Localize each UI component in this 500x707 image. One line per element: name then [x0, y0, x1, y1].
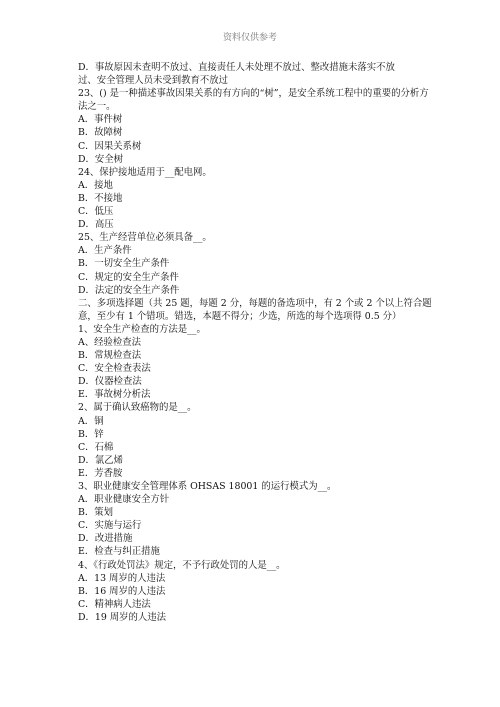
text-line: E．事故树分析法 — [78, 389, 151, 401]
text-line: 24、保护接地适用于__配电网。 — [78, 166, 212, 178]
text-line: B．故障树 — [78, 127, 123, 139]
text-line: C．实施与运行 — [78, 520, 142, 532]
text-line: A．13 周岁的人违法 — [78, 572, 166, 584]
text-line: C．因果关系树 — [78, 140, 142, 152]
text-line: E．检查与纠正措施 — [78, 546, 160, 558]
text-line: A．接地 — [78, 179, 113, 191]
text-line: C．低压 — [78, 206, 114, 218]
text-line: D．法定的安全生产条件 — [78, 284, 180, 296]
text-line: C．安全检查表法 — [78, 363, 151, 375]
text-line: B．不接地 — [78, 192, 123, 204]
text-line: D．19 周岁的人违法 — [78, 611, 167, 623]
text-line: B．策划 — [78, 507, 114, 519]
text-line: D．高压 — [78, 219, 114, 231]
text-line: A．职业健康安全方针 — [78, 494, 170, 506]
text-line: 2、属于确认致癌物的是__。 — [78, 402, 197, 414]
text-paragraph: 二、多项选择题（共 25 题，每题 2 分，每题的备选项中，有 2 个或 2 个以上符合题意，至少有 1 个错项。错选，本题不得分；少选，所选的每个选项得 0.5 分） — [78, 297, 432, 322]
text-line: B．常规检查法 — [78, 350, 142, 362]
text-line: C．精神病人违法 — [78, 598, 151, 610]
text-line: C．规定的安全生产条件 — [78, 271, 179, 283]
text-line: B．一切安全生产条件 — [78, 258, 170, 270]
text-line: B．锌 — [78, 428, 104, 440]
text-line: A．铜 — [78, 415, 104, 427]
text-line: C．石棉 — [78, 441, 114, 453]
document-body — [78, 61, 434, 624]
text-line: 4、《行政处罚法》规定，不予行政处罚的人是__。 — [78, 559, 286, 571]
text-line: E．芳香胺 — [78, 467, 123, 479]
text-line: 过、安全管理人员未受到教育不放过 — [78, 75, 229, 87]
text-line: D．事故原因未查明不放过、直接责任人未处理不放过、整改措施未落实不放 — [78, 62, 395, 73]
page-header: 资料仅供参考 — [222, 33, 277, 43]
text-line: 3、职业健康安全管理体系 OHSAS 18001 的运行模式为__。 — [78, 481, 337, 492]
text-line: 25、生产经营单位必须具备__。 — [78, 232, 212, 244]
text-paragraph: 23、() 是一种描述事故因果关系的有方向的“树”，是安全系统工程中的重要的分析方法之一。 — [78, 88, 429, 113]
text-line: D．改进措施 — [78, 533, 133, 545]
text-line: D．仪器检查法 — [78, 376, 142, 388]
text-line: D．氯乙烯 — [78, 454, 124, 466]
text-line: D．安全树 — [78, 153, 124, 165]
text-line: B．16 周岁的人违法 — [78, 585, 166, 597]
text-line: A．生产条件 — [78, 245, 132, 257]
text-line: A．事件树 — [78, 114, 123, 126]
text-line: 1、安全生产检查的方法是__。 — [78, 323, 206, 335]
text-line: A、经验检查法 — [78, 336, 142, 348]
